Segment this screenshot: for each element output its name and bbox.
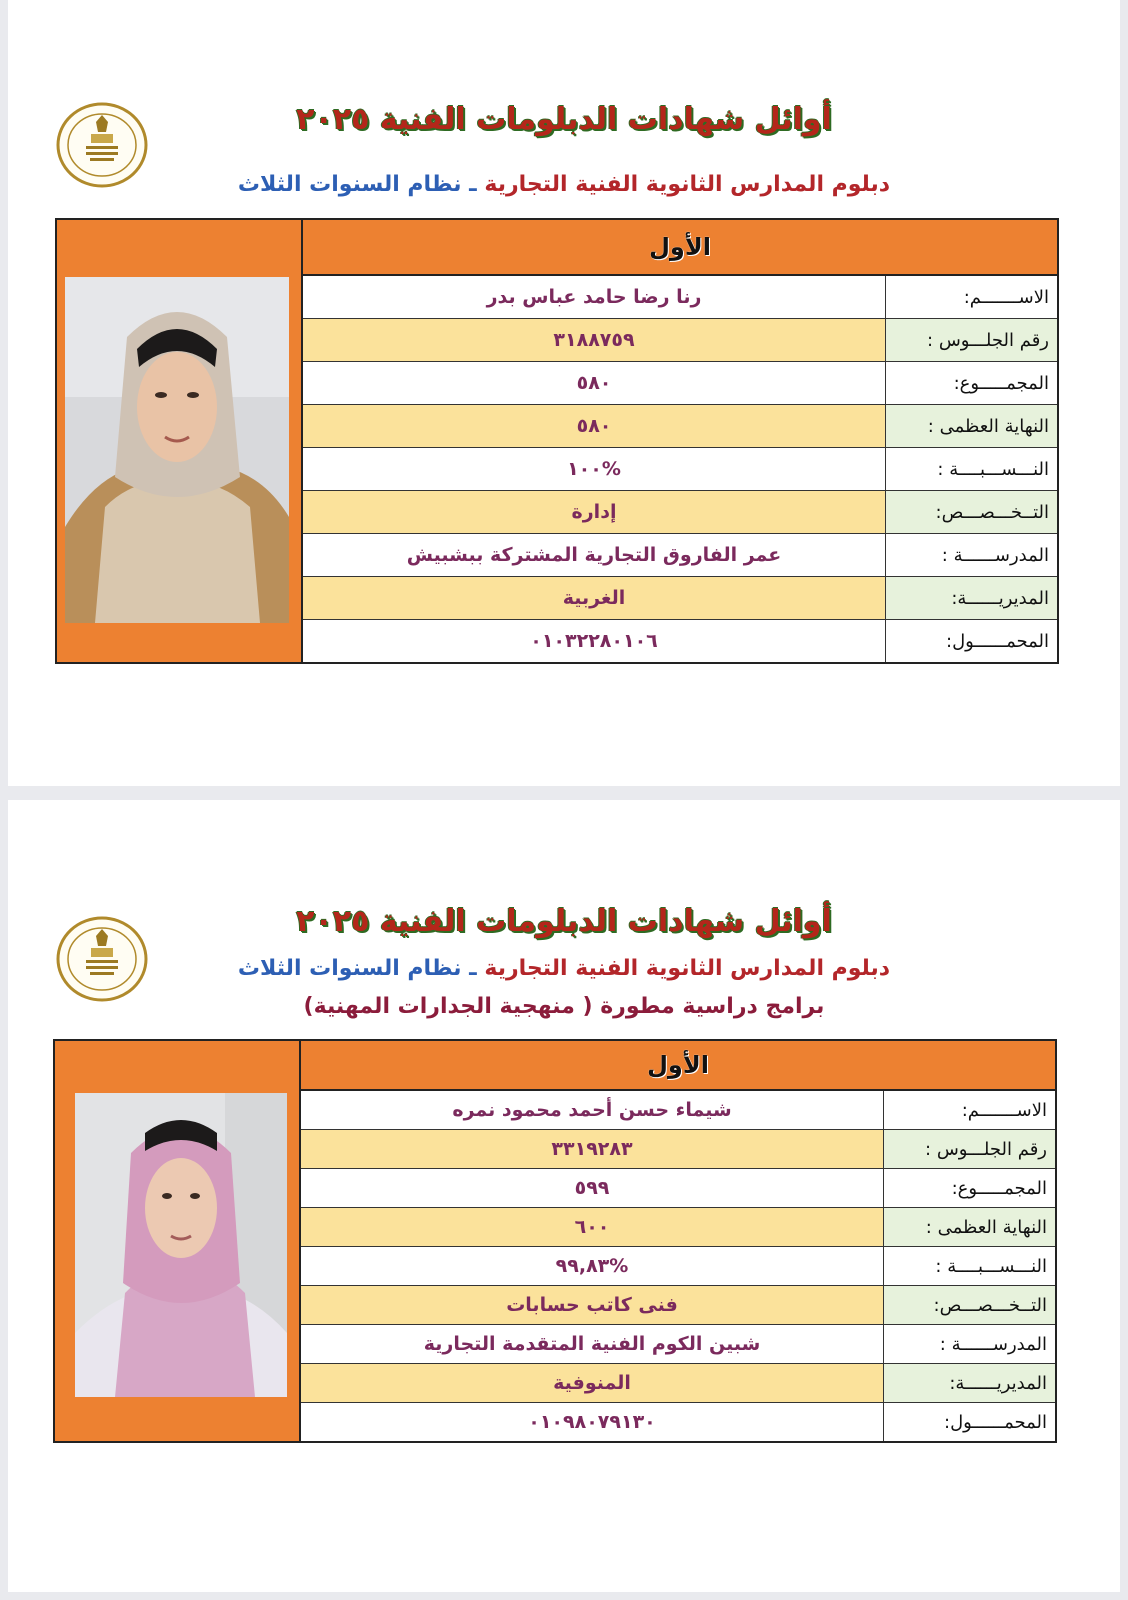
- table-row: [303, 405, 1057, 448]
- table-row: [301, 1247, 1055, 1286]
- subtitle-system: نظام السنوات الثلاث: [237, 956, 462, 981]
- field-value: ٦٠٠: [301, 1208, 883, 1246]
- table-row: [301, 1286, 1055, 1325]
- subtitle-diploma: دبلوم المدارس الثانوية الفنية التجارية: [484, 172, 891, 197]
- subtitle-system: نظام السنوات الثلاث: [237, 172, 462, 197]
- page-title: أوائل شهادات الدبلومات الفنية ٢٠٢٥: [296, 102, 832, 137]
- field-value: ٣١٨٨٧٥٩: [303, 319, 885, 361]
- field-label: المديريــــــة:: [883, 1364, 1055, 1402]
- table-row: [303, 534, 1057, 577]
- table-row: [303, 491, 1057, 534]
- field-label: النهاية العظمى :: [885, 405, 1057, 447]
- field-value: ٠١٠٩٨٠٧٩١٣٠: [301, 1403, 883, 1441]
- field-label: التــخـــصـــص:: [883, 1286, 1055, 1324]
- field-label: المحمــــــول:: [885, 620, 1057, 662]
- field-value: ٥٨٠: [303, 405, 885, 447]
- rank-header: الأول: [301, 1041, 1055, 1091]
- field-label: رقم الجلـــوس :: [885, 319, 1057, 361]
- field-label: النـــســـبــــة :: [885, 448, 1057, 490]
- field-value: إدارة: [303, 491, 885, 533]
- student-photo: [65, 277, 289, 623]
- table-row: [301, 1091, 1055, 1130]
- field-label: المدرســــــة :: [883, 1325, 1055, 1363]
- table-row: [301, 1364, 1055, 1403]
- certificate-page-2: [8, 800, 1120, 1592]
- subtitle-diploma: دبلوم المدارس الثانوية الفنية التجارية: [484, 956, 891, 981]
- field-value: فنى كاتب حسابات: [301, 1286, 883, 1324]
- table-row: [303, 620, 1057, 662]
- table-row: [301, 1169, 1055, 1208]
- table-row: [303, 362, 1057, 405]
- student-photo: [75, 1093, 287, 1397]
- rank-header: الأول: [303, 220, 1057, 276]
- field-label: الاســـــــم:: [883, 1091, 1055, 1129]
- field-label: المحمــــــول:: [883, 1403, 1055, 1441]
- field-value: المنوفية: [301, 1364, 883, 1402]
- field-value: ٥٩٩: [301, 1169, 883, 1207]
- page-subtitle: [8, 956, 1120, 981]
- field-value: %٩٩,٨٣: [301, 1247, 883, 1285]
- field-value: ٣٣١٩٢٨٣: [301, 1130, 883, 1168]
- field-label: المديريــــــة:: [885, 577, 1057, 619]
- table-row: [301, 1325, 1055, 1364]
- table-row: [303, 319, 1057, 362]
- field-value: شبين الكوم الفنية المتقدمة التجارية: [301, 1325, 883, 1363]
- field-label: المدرســــــة :: [885, 534, 1057, 576]
- field-value: ٥٨٠: [303, 362, 885, 404]
- table-row: [301, 1208, 1055, 1247]
- table-row: [303, 276, 1057, 319]
- field-label: الاســـــــم:: [885, 276, 1057, 318]
- page-title: أوائل شهادات الدبلومات الفنية ٢٠٢٥: [296, 904, 832, 939]
- student-card: [53, 1039, 1057, 1443]
- student-details-table: [299, 1041, 1055, 1441]
- student-details-table: [301, 220, 1057, 662]
- field-value: %١٠٠: [303, 448, 885, 490]
- table-row: [303, 448, 1057, 491]
- field-label: المجمـــــوع:: [883, 1169, 1055, 1207]
- student-card: [55, 218, 1059, 664]
- field-label: النـــســـبــــة :: [883, 1247, 1055, 1285]
- field-label: المجمـــــوع:: [885, 362, 1057, 404]
- field-label: رقم الجلـــوس :: [883, 1130, 1055, 1168]
- page-subtitle: [8, 172, 1120, 197]
- field-value: الغربية: [303, 577, 885, 619]
- field-value: ٠١٠٣٢٢٨٠١٠٦: [303, 620, 885, 662]
- table-row: [301, 1130, 1055, 1169]
- page-subtitle-programs: برامج دراسية مطورة ( منهجية الجدارات المهنية): [303, 994, 825, 1019]
- field-label: التــخـــصـــص:: [885, 491, 1057, 533]
- field-value: رنا رضا حامد عباس بدر: [303, 276, 885, 318]
- subtitle-separator: ـ: [469, 172, 477, 197]
- field-label: النهاية العظمى :: [883, 1208, 1055, 1246]
- table-row: [303, 577, 1057, 620]
- table-row: [301, 1403, 1055, 1441]
- certificate-page-1: [8, 0, 1120, 786]
- field-value: عمر الفاروق التجارية المشتركة ببشبيش: [303, 534, 885, 576]
- subtitle-separator: ـ: [469, 956, 477, 981]
- field-value: شيماء حسن أحمد محمود نمره: [301, 1091, 883, 1129]
